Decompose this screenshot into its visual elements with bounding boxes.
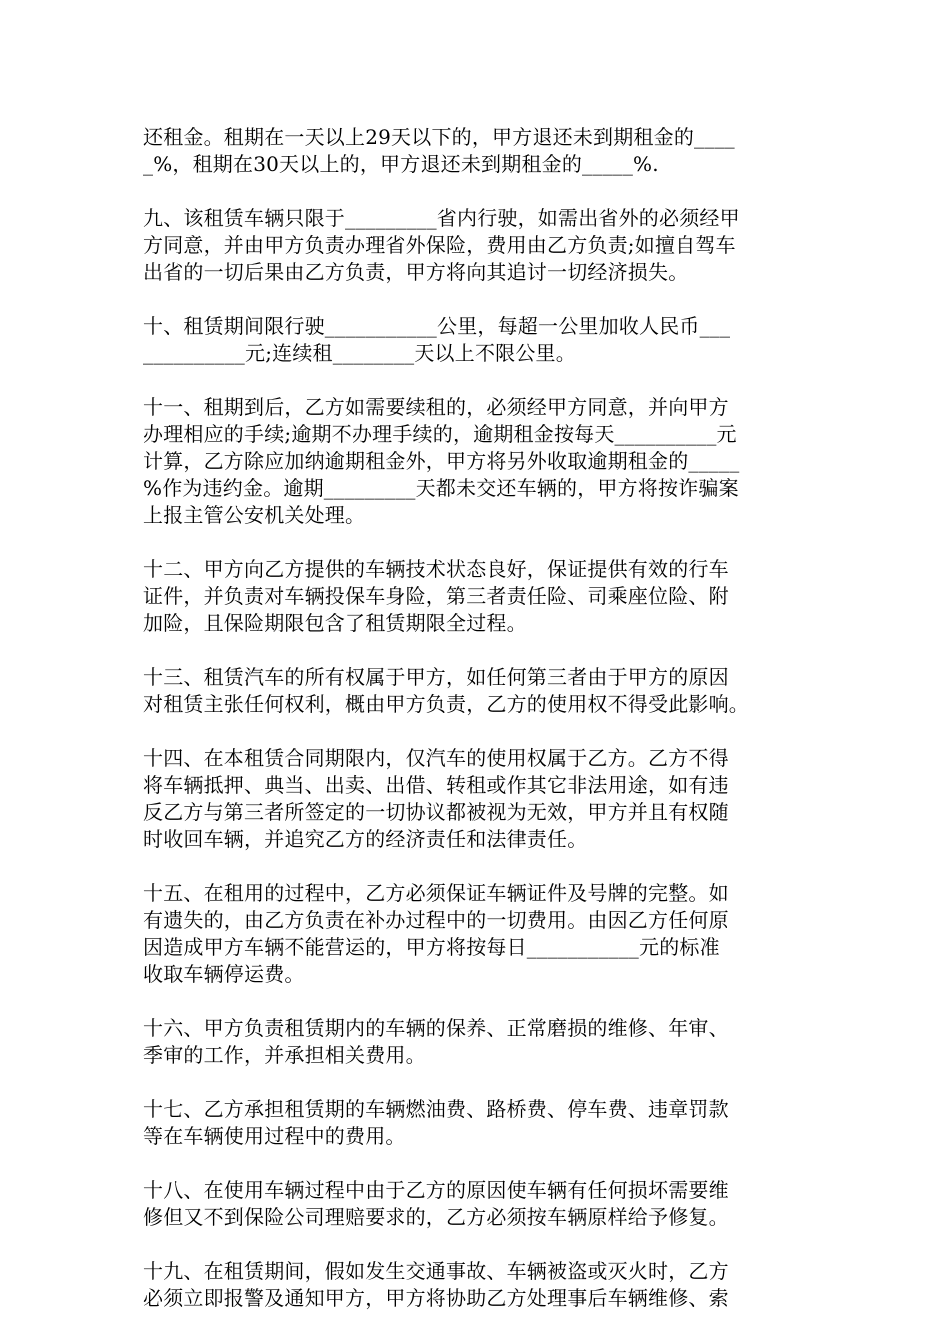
text-line: 证件，并负责对车辆投保车身险，第三者责任险、司乘座位险、附	[143, 584, 729, 608]
text-line: 必须立即报警及通知甲方，甲方将协助乙方处理事后车辆维修、索	[143, 1286, 729, 1310]
text-line: 收取车辆停运费。	[143, 962, 305, 986]
paragraph-clause-17	[143, 1096, 807, 1150]
text-line: 因造成甲方车辆不能营运的，甲方将按每日___________元的标准	[143, 935, 720, 959]
text-line: 计算，乙方除应加纳逾期租金外，甲方将另外收取逾期租金的_____	[143, 449, 740, 473]
paragraph-clause-18	[143, 1177, 807, 1231]
paragraph-clause-9	[143, 205, 807, 286]
text-line: 反乙方与第三者所签定的一切协议都被视为无效，甲方并且有权随	[143, 800, 729, 824]
text-line: 十五、在租用的过程中，乙方必须保证车辆证件及号牌的完整。如	[143, 881, 729, 905]
text-line: 十三、租赁汽车的所有权属于甲方，如任何第三者由于甲方的原因	[143, 665, 729, 689]
text-line: 修但又不到保险公司理赔要求的，乙方必须按车辆原样给予修复。	[143, 1205, 729, 1229]
text-line: 十一、租期到后，乙方如需要续租的，必须经甲方同意，并向甲方	[143, 395, 729, 419]
paragraph-clause-10	[143, 313, 807, 367]
text-line: 十、租赁期间限行驶___________公里，每超一公里加收人民币___	[143, 314, 731, 338]
text-line: 十八、在使用车辆过程中由于乙方的原因使车辆有任何损坏需要维	[143, 1178, 729, 1202]
paragraph-clause-12	[143, 556, 807, 637]
text-line: 等在车辆使用过程中的费用。	[143, 1124, 406, 1148]
paragraph-clause-11	[143, 394, 807, 529]
text-line: 季审的工作，并承担相关费用。	[143, 1043, 426, 1067]
text-line: 办理相应的手续;逾期不办理手续的，逾期租金按每天__________元	[143, 422, 737, 446]
text-line: 加险，且保险期限包含了租赁期限全过程。	[143, 611, 527, 635]
text-line: 还租金。租期在一天以上29天以下的，甲方退还未到期租金的____	[143, 125, 735, 149]
paragraph-clause-8-continued	[143, 124, 807, 178]
paragraph-clause-15	[143, 880, 807, 988]
text-line: 上报主管公安机关处理。	[143, 503, 366, 527]
text-line: 十六、甲方负责租赁期内的车辆的保养、正常磨损的维修、年审、	[143, 1016, 729, 1040]
text-line: 十四、在本租赁合同期限内，仅汽车的使用权属于乙方。乙方不得	[143, 746, 729, 770]
text-line: 九、该租赁车辆只限于_________省内行驶，如需出省外的必须经甲	[143, 206, 740, 230]
text-line: 方同意，并由甲方负责办理省外保险，费用由乙方负责;如擅自驾车	[143, 233, 736, 257]
text-line: 将车辆抵押、典当、出卖、出借、转租或作其它非法用途，如有违	[143, 773, 729, 797]
text-line: 出省的一切后果由乙方负责，甲方将向其追讨一切经济损失。	[143, 260, 689, 284]
text-line: 时收回车辆，并追究乙方的经济责任和法律责任。	[143, 827, 588, 851]
paragraph-clause-16	[143, 1015, 807, 1069]
text-line: 十九、在租赁期间，假如发生交通事故、车辆被盗或灭火时，乙方	[143, 1259, 729, 1283]
text-line: __________元;连续租________天以上不限公里。	[143, 341, 576, 365]
paragraph-clause-14	[143, 745, 807, 853]
paragraph-clause-13	[143, 664, 807, 718]
text-line: 十二、甲方向乙方提供的车辆技术状态良好，保证提供有效的行车	[143, 557, 729, 581]
text-line: %作为违约金。逾期_________天都未交还车辆的，甲方将按诈骗案	[143, 476, 739, 500]
text-line: _%，租期在30天以上的，甲方退还未到期租金的_____%.	[143, 152, 659, 176]
text-line: 对租赁主张任何权利，概由甲方负责，乙方的使用权不得受此影响。	[143, 692, 749, 716]
text-line: 十七、乙方承担租赁期的车辆燃油费、路桥费、停车费、违章罚款	[143, 1097, 729, 1121]
paragraph-clause-19	[143, 1258, 807, 1312]
text-line: 有遗失的，由乙方负责在补办过程中的一切费用。由因乙方任何原	[143, 908, 729, 932]
